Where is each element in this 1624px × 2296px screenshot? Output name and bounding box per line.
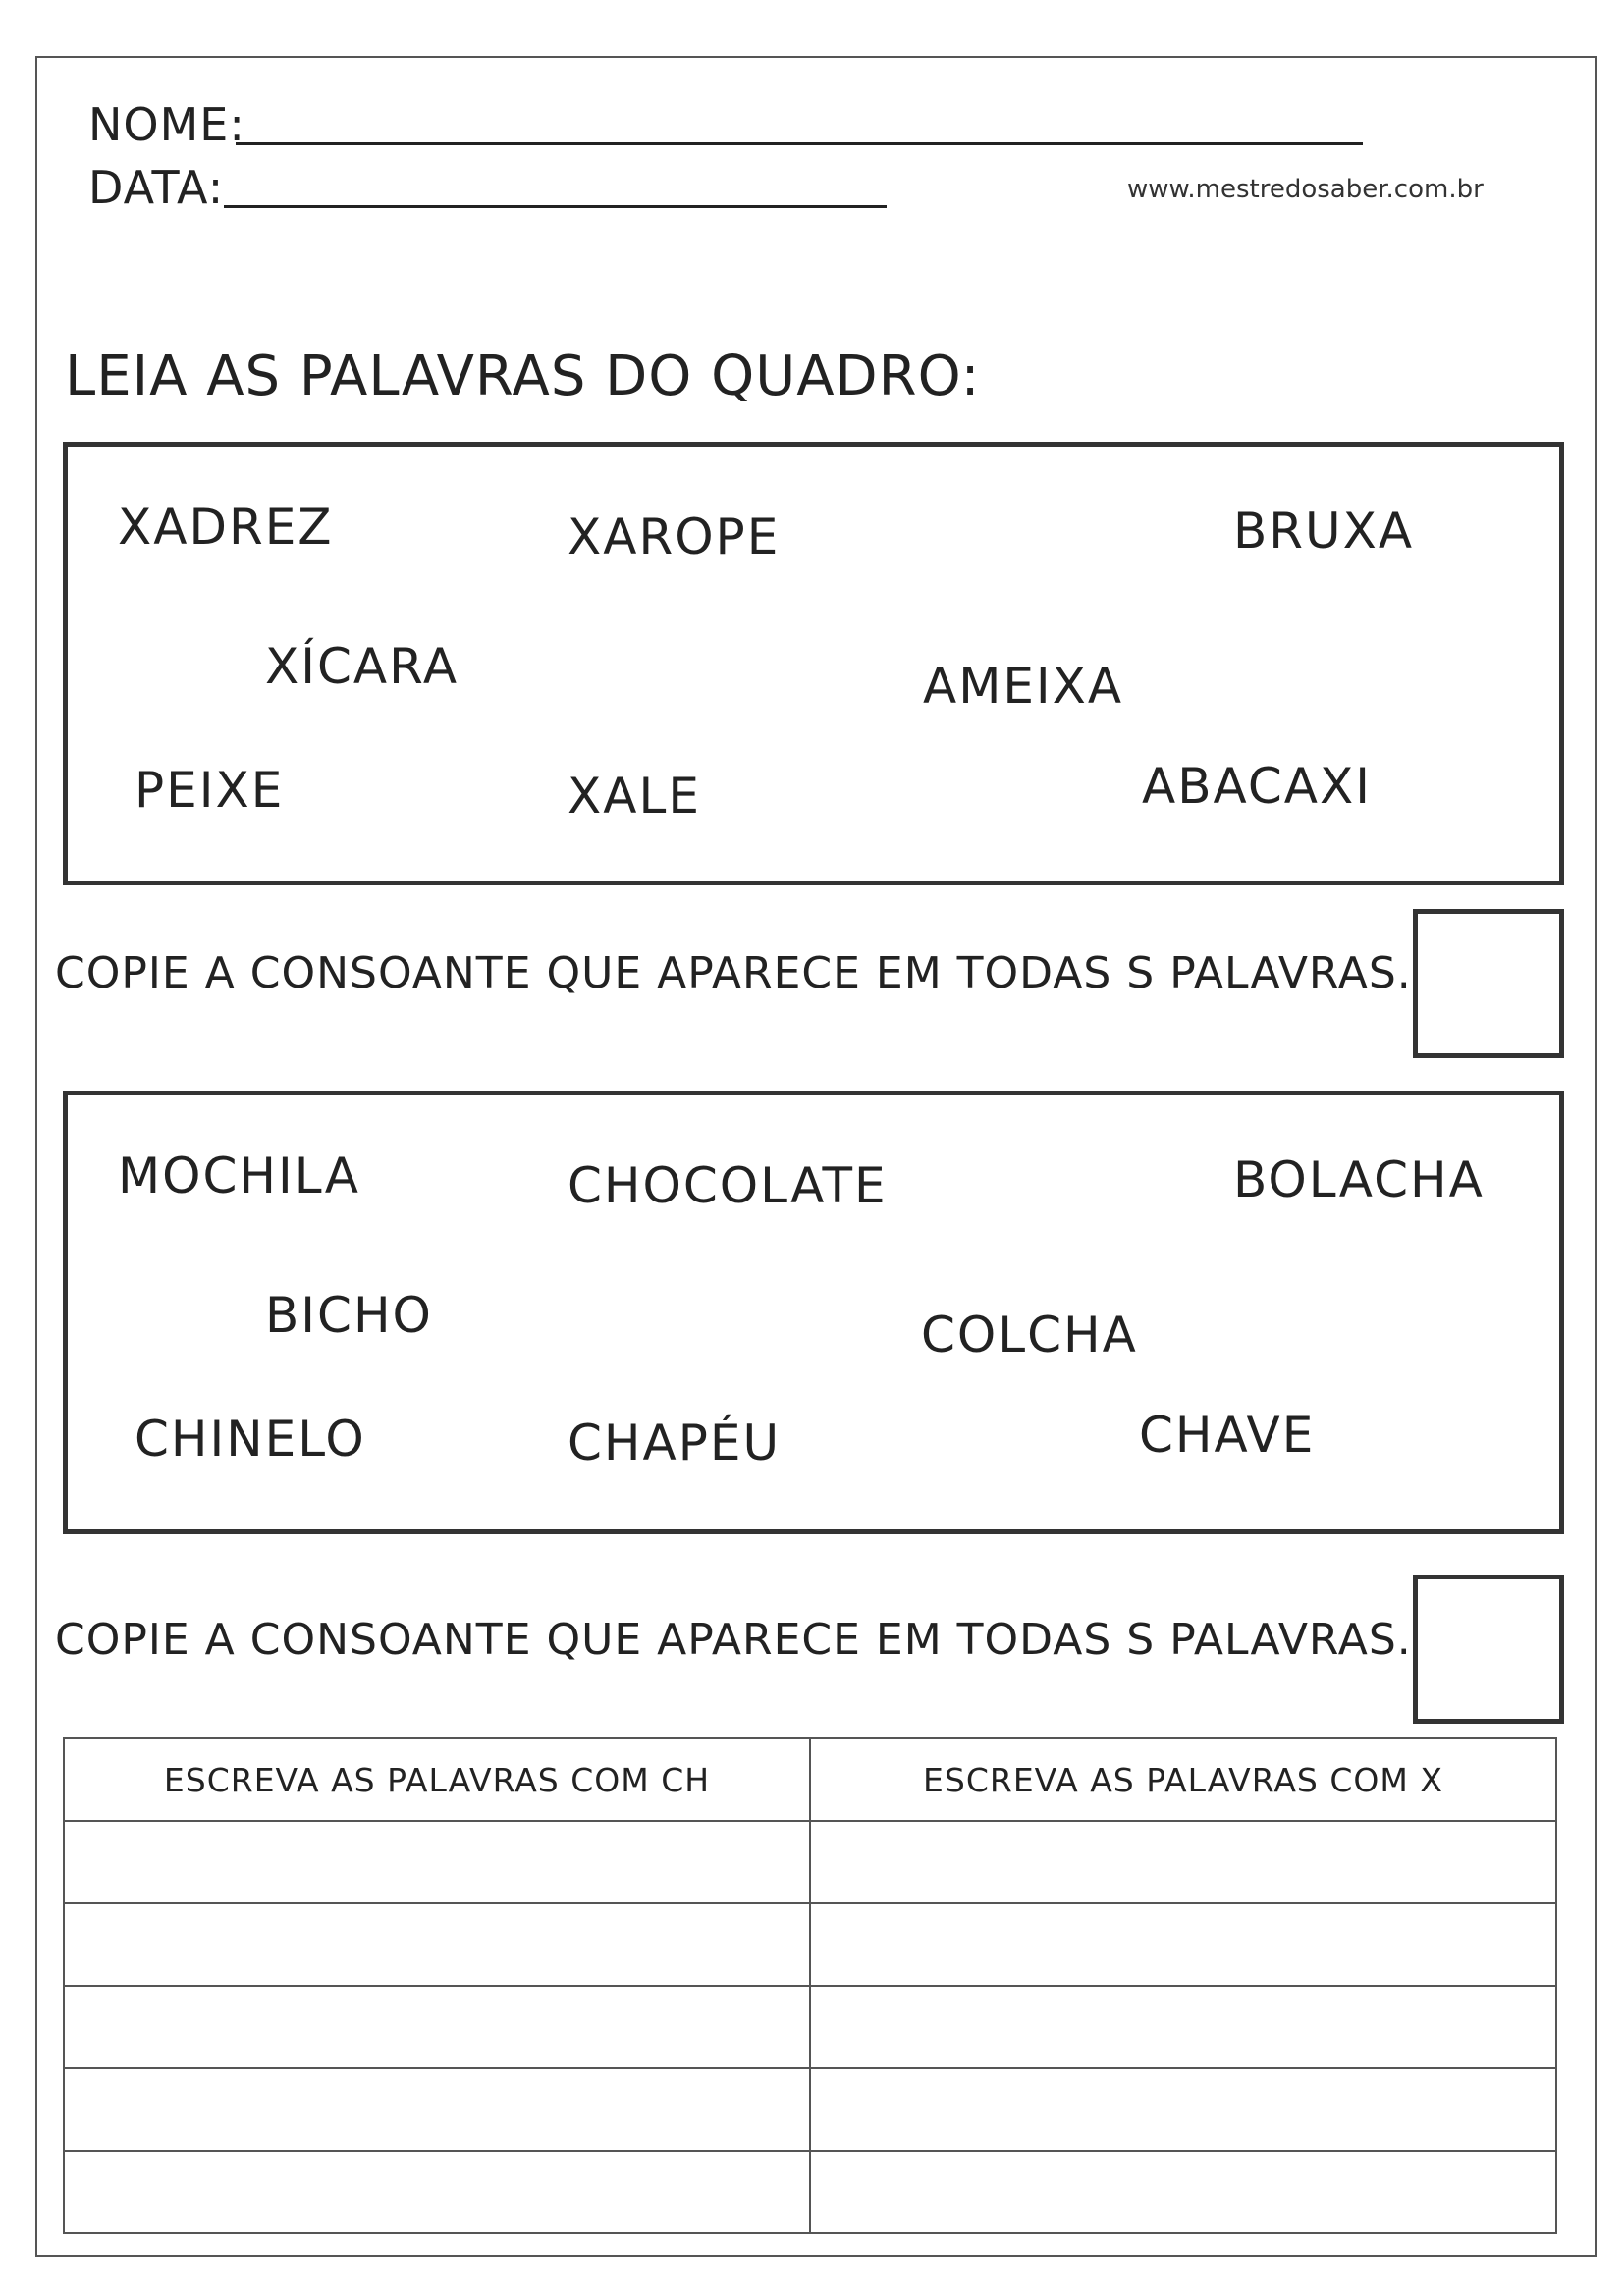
answer-table (63, 1737, 1557, 2234)
name-line[interactable] (236, 142, 1363, 145)
word-item: XÍCARA (265, 638, 460, 695)
name-label: NOME: (88, 98, 245, 151)
instruction-title: LEIA AS PALAVRAS DO QUADRO: (65, 345, 981, 408)
word-item: BICHO (265, 1287, 433, 1344)
word-item: XAROPE (568, 508, 781, 565)
word-item: CHAVE (1139, 1407, 1316, 1464)
answer-cell-x[interactable] (810, 2151, 1556, 2233)
table-row (64, 2151, 1556, 2233)
answer-cell-x[interactable] (810, 2068, 1556, 2151)
answer-cell-ch[interactable] (64, 2151, 810, 2233)
word-item: CHINELO (135, 1411, 366, 1468)
table-row (64, 1986, 1556, 2068)
website-url: www.mestredosaber.com.br (1127, 175, 1484, 204)
copy-consonant-prompt-2: COPIE A CONSOANTE QUE APARECE EM TODAS S PALAVRAS. (55, 1615, 1412, 1665)
answer-cell-ch[interactable] (64, 2068, 810, 2151)
answer-cell-ch[interactable] (64, 1821, 810, 1903)
word-item: MOCHILA (118, 1148, 360, 1204)
date-label: DATA: (88, 161, 225, 214)
answer-box-1[interactable] (1413, 909, 1564, 1058)
answer-box-2[interactable] (1413, 1575, 1564, 1724)
table-row (64, 2068, 1556, 2151)
word-item: CHAPÉU (568, 1415, 782, 1471)
answer-cell-x[interactable] (810, 1821, 1556, 1903)
word-item: COLCHA (921, 1307, 1138, 1363)
word-item: CHOCOLATE (568, 1157, 888, 1214)
word-item: BOLACHA (1233, 1151, 1485, 1208)
word-item: PEIXE (135, 762, 285, 819)
copy-consonant-prompt-1: COPIE A CONSOANTE QUE APARECE EM TODAS S PALAVRAS. (55, 948, 1412, 998)
word-item: XADREZ (118, 499, 334, 556)
column-header-x: ESCREVA AS PALAVRAS COM X (810, 1738, 1556, 1821)
column-header-ch: ESCREVA AS PALAVRAS COM CH (64, 1738, 810, 1821)
table-header-row (64, 1738, 1556, 1821)
date-line[interactable] (224, 205, 887, 208)
word-item: ABACAXI (1142, 758, 1372, 815)
table-row (64, 1903, 1556, 1986)
word-item: BRUXA (1233, 503, 1415, 560)
answer-cell-ch[interactable] (64, 1986, 810, 2068)
answer-cell-ch[interactable] (64, 1903, 810, 1986)
answer-cell-x[interactable] (810, 1986, 1556, 2068)
answer-cell-x[interactable] (810, 1903, 1556, 1986)
word-item: XALE (568, 768, 701, 825)
word-item: AMEIXA (923, 658, 1124, 715)
table-row (64, 1821, 1556, 1903)
